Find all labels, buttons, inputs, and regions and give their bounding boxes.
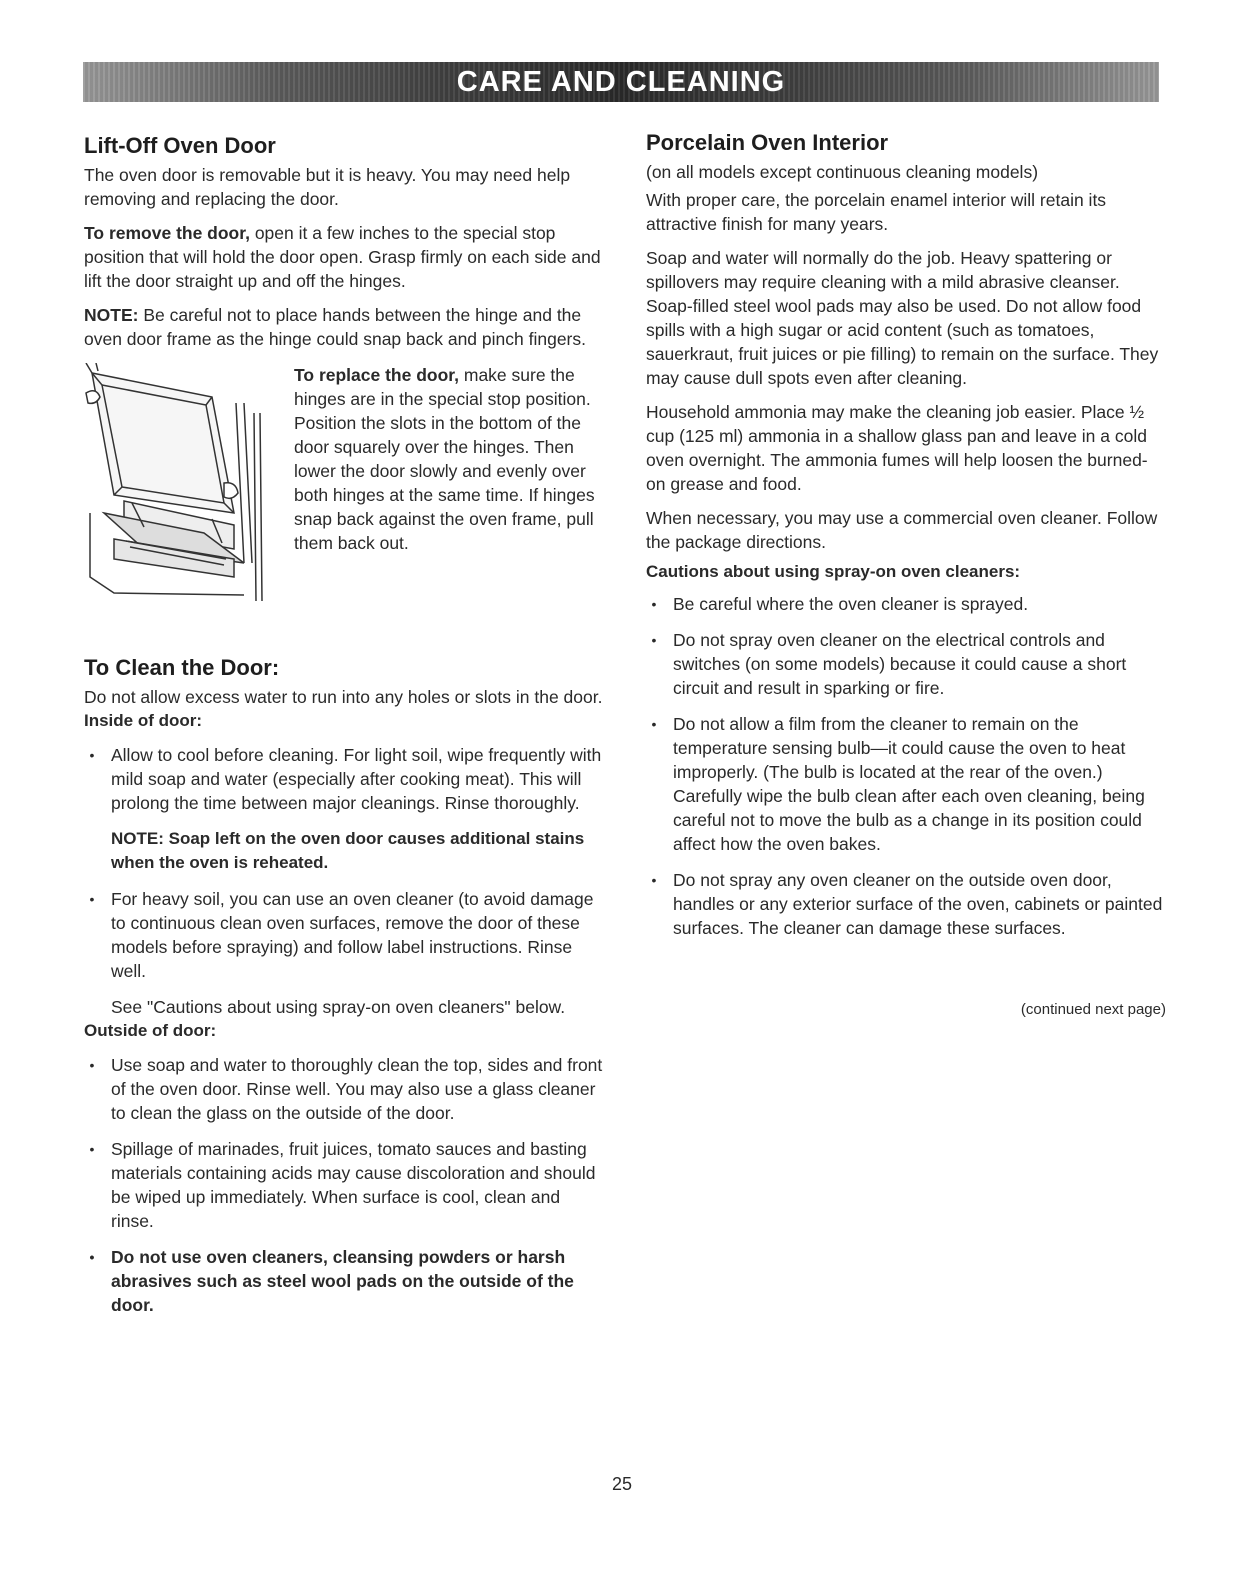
bullet-icon: •	[89, 891, 95, 907]
lift-off-heading: Lift-Off Oven Door	[84, 133, 276, 158]
list-item-text: For heavy soil, you can use an oven cleaner (to avoid damage to continuous clean oven surfaces, remove the door of these models before spraying) and follow label instructions. Rinse well.	[111, 889, 594, 981]
banner-title: CARE AND CLEANING	[456, 65, 786, 98]
bullet-icon: •	[651, 716, 657, 732]
list-item	[84, 1053, 606, 1125]
replace-door-block	[84, 363, 606, 603]
bullet-icon: •	[651, 632, 657, 648]
lift-off-intro: The oven door is removable but it is heavy. You may need help removing and replacing the door.	[84, 165, 571, 209]
list-item-text: Do not spray oven cleaner on the electrical controls and switches (on some models) because it could cause a short circuit and result in sparking or fire.	[673, 630, 1127, 698]
bullet-icon: •	[651, 872, 657, 888]
porcelain-paragraph-4: When necessary, you may use a commercial oven cleaner. Follow the package directions.	[646, 508, 1158, 552]
list-item-text: Spillage of marinades, fruit juices, tomato sauces and basting materials containing acids may cause discoloration and should be wiped up immediately. When surface is cool, clean and rinse.	[111, 1139, 596, 1231]
list-item-text: Allow to cool before cleaning. For light soil, wipe frequently with mild soap and water (especially after cooking meat). This will prolong the time between major cleanings. Rinse thoroughly.	[111, 745, 602, 813]
porcelain-paragraph-2: Soap and water will normally do the job. Heavy spattering or spillovers may require cleaning with a mild abrasive cleanser. Soap-filled steel wool pads may also be used. Do not allow food spills with a high sugar or acid content (such as tomatoes, sauerkraut, fruit juices or pie filling) to remain on the surface. They may cause dull spots even after cleaning.	[646, 248, 1159, 388]
outside-door-heading: Outside of door:	[84, 1021, 217, 1040]
list-item-text: Do not spray any oven cleaner on the outside oven door, handles or any exterior surface of the oven, cabinets or painted surfaces. The cleaner can damage these surfaces.	[673, 870, 1163, 938]
list-item	[646, 712, 1166, 856]
list-item-text: Do not use oven cleaners, cleansing powders or harsh abrasives such as steel wool pads on the outside of the door.	[111, 1247, 574, 1315]
bullet-icon: •	[89, 1249, 95, 1265]
bullet-icon: •	[651, 596, 657, 612]
list-item	[84, 1137, 606, 1233]
replace-door-paragraph	[294, 363, 604, 603]
bullet-icon: •	[89, 747, 95, 763]
porcelain-scope: (on all models except continuous cleaning models)	[646, 162, 1039, 182]
hinge-note-text: Be careful not to place hands between the hinge and the oven door frame as the hinge could snap back and pinch fingers.	[84, 305, 586, 349]
porcelain-section	[646, 130, 1166, 1020]
inside-door-heading: Inside of door:	[84, 711, 203, 730]
list-item-text: Be careful where the oven cleaner is sprayed.	[673, 594, 1029, 614]
hinge-note-paragraph	[84, 303, 606, 351]
list-item	[646, 628, 1166, 700]
cautions-list	[646, 592, 1166, 940]
remove-door-text: open it a few inches to the special stop position that will hold the door open. Grasp firmly on each side and lift the door straight up and off the hinges.	[84, 223, 601, 291]
inside-door-list	[84, 743, 606, 815]
list-item	[646, 592, 1166, 616]
page-number: 25	[611, 1474, 633, 1494]
hinge-note-label: NOTE:	[84, 305, 139, 325]
soap-note: NOTE: Soap left on the oven door causes additional stains when the oven is reheated.	[111, 829, 585, 872]
list-item-text: Do not allow a film from the cleaner to remain on the temperature sensing bulb—it could cause the oven to heat improperly. (The bulb is located at the rear of the oven.) Carefully wipe the bulb clean after each oven cleaning, being careful not to move the bulb as a change in its position could affect how the oven bakes.	[673, 714, 1145, 854]
lift-off-section	[84, 133, 606, 603]
cautions-heading: Cautions about using spray-on oven cleaners:	[646, 562, 1021, 581]
remove-door-label: To remove the door,	[84, 223, 250, 243]
porcelain-paragraph-1: With proper care, the porcelain enamel interior will retain its attractive finish for many years.	[646, 190, 1107, 234]
inside-door-list-2	[84, 887, 606, 983]
section-banner	[83, 62, 1159, 102]
list-item	[84, 743, 606, 815]
outside-door-list	[84, 1053, 606, 1317]
replace-door-label: To replace the door,	[294, 365, 459, 385]
clean-door-intro: Do not allow excess water to run into any holes or slots in the door.	[84, 687, 603, 707]
remove-door-paragraph	[84, 221, 606, 293]
list-item	[84, 1245, 606, 1317]
porcelain-heading: Porcelain Oven Interior	[646, 130, 889, 155]
list-item	[84, 887, 606, 983]
continued-note: (continued next page)	[1020, 1001, 1166, 1018]
porcelain-paragraph-3: Household ammonia may make the cleaning job easier. Place ½ cup (125 ml) ammonia in a shallow glass pan and leave in a cold oven overnight. The ammonia fumes will help loosen the burned-on grease and food.	[646, 402, 1148, 494]
replace-door-text: make sure the hinges are in the special stop position. Position the slots in the bottom of the door squarely over the hinges. Then lower the door slowly and evenly over both hinges at the same time. If hinges snap back against the oven frame, pull them back out.	[294, 365, 595, 553]
clean-door-section	[84, 655, 606, 1317]
list-item-text: Use soap and water to thoroughly clean the top, sides and front of the oven door. Rinse well. You may also use a glass cleaner to clean the glass on the outside of the door.	[111, 1055, 603, 1123]
bullet-icon: •	[89, 1057, 95, 1073]
see-cautions-reference: See "Cautions about using spray-on oven cleaners" below.	[111, 997, 566, 1017]
bullet-icon: •	[89, 1141, 95, 1157]
oven-door-removal-illustration-icon	[84, 363, 284, 603]
list-item	[646, 868, 1166, 940]
clean-door-heading: To Clean the Door:	[84, 655, 280, 680]
